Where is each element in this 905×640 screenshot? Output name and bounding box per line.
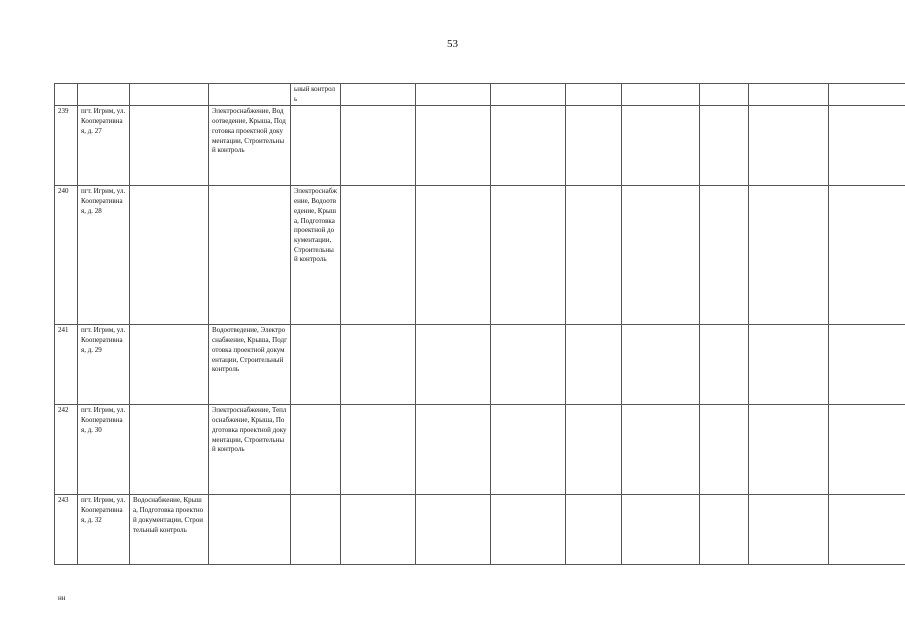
empty-cell (622, 186, 700, 325)
empty-cell (700, 405, 749, 495)
row-number-cell: 239 (55, 106, 78, 186)
work-type-cell (130, 106, 209, 186)
work-type-cell: Электроснабжение, Водоотведение, Крыша, Подготовка проектной документации, Строительный контроль (209, 106, 291, 186)
empty-cell (416, 106, 491, 186)
address-cell: пгт. Игрим, ул. Кооперативная, д. 27 (78, 106, 130, 186)
row-number-cell: 242 (55, 405, 78, 495)
empty-cell (749, 495, 829, 565)
empty-cell (749, 405, 829, 495)
table-row (55, 84, 905, 106)
address-cell: пгт. Игрим, ул. Кооперативная, д. 32 (78, 495, 130, 565)
empty-cell (491, 84, 566, 106)
empty-cell (749, 84, 829, 106)
empty-cell (700, 495, 749, 565)
address-cell: пгт. Игрим, ул. Кооперативная, д. 30 (78, 405, 130, 495)
empty-cell (416, 405, 491, 495)
empty-cell (566, 325, 622, 405)
empty-cell (829, 186, 905, 325)
empty-cell (566, 405, 622, 495)
schedule-table (54, 83, 905, 565)
address-cell: пгт. Игрим, ул. Кооперативная, д. 28 (78, 186, 130, 325)
empty-cell (829, 405, 905, 495)
empty-cell (566, 106, 622, 186)
empty-cell (566, 84, 622, 106)
empty-cell (491, 405, 566, 495)
address-cell: пгт. Игрим, ул. Кооперативная, д. 29 (78, 325, 130, 405)
empty-cell (622, 405, 700, 495)
empty-cell (341, 106, 416, 186)
row-number-cell (55, 84, 78, 106)
empty-cell (700, 186, 749, 325)
table-row (55, 405, 905, 495)
empty-cell (829, 495, 905, 565)
empty-cell (622, 325, 700, 405)
work-type-cell (291, 405, 341, 495)
work-type-cell (209, 495, 291, 565)
work-type-cell (209, 84, 291, 106)
table-row (55, 325, 905, 405)
row-number-cell: 240 (55, 186, 78, 325)
empty-cell (416, 84, 491, 106)
row-number-cell: 241 (55, 325, 78, 405)
empty-cell (622, 106, 700, 186)
work-type-cell: Водоснабжение, Крыша, Подготовка проектной документации, Строительный контроль (130, 495, 209, 565)
empty-cell (700, 325, 749, 405)
work-type-cell: ьный контроль (291, 84, 341, 106)
work-type-cell (209, 186, 291, 325)
empty-cell (749, 325, 829, 405)
empty-cell (491, 186, 566, 325)
empty-cell (491, 106, 566, 186)
empty-cell (749, 106, 829, 186)
empty-cell (622, 495, 700, 565)
empty-cell (829, 325, 905, 405)
empty-cell (416, 495, 491, 565)
empty-cell (341, 84, 416, 106)
empty-cell (622, 84, 700, 106)
empty-cell (566, 186, 622, 325)
table-row (55, 495, 905, 565)
empty-cell (566, 495, 622, 565)
page-number: 53 (447, 38, 458, 50)
work-type-cell (291, 325, 341, 405)
empty-cell (749, 186, 829, 325)
empty-cell (341, 405, 416, 495)
empty-cell (341, 186, 416, 325)
table-row (55, 186, 905, 325)
empty-cell (829, 106, 905, 186)
work-type-cell (291, 106, 341, 186)
table-row (55, 106, 905, 186)
row-number-cell: 243 (55, 495, 78, 565)
address-cell (78, 84, 130, 106)
empty-cell (700, 106, 749, 186)
empty-cell (341, 325, 416, 405)
work-type-cell (130, 84, 209, 106)
work-type-cell (130, 325, 209, 405)
work-type-cell (291, 495, 341, 565)
work-type-cell: Электроснабжение, Теплоснабжение, Крыша, Подготовка проектной документации, Строительный контроль (209, 405, 291, 495)
empty-cell (416, 186, 491, 325)
empty-cell (491, 325, 566, 405)
empty-cell (416, 325, 491, 405)
empty-cell (700, 84, 749, 106)
empty-cell (341, 495, 416, 565)
work-type-cell (130, 186, 209, 325)
work-type-cell: Электроснабжение, Водоотведение, Крыша, Подготовка проектной документации, Строительный контроль (291, 186, 341, 325)
footer-mark: нн (58, 594, 66, 602)
work-type-cell: Водоотведение, Электроснабжение, Крыша, Подготовка проектной документации, Строительный контроль (209, 325, 291, 405)
work-type-cell (130, 405, 209, 495)
empty-cell (829, 84, 905, 106)
empty-cell (491, 495, 566, 565)
